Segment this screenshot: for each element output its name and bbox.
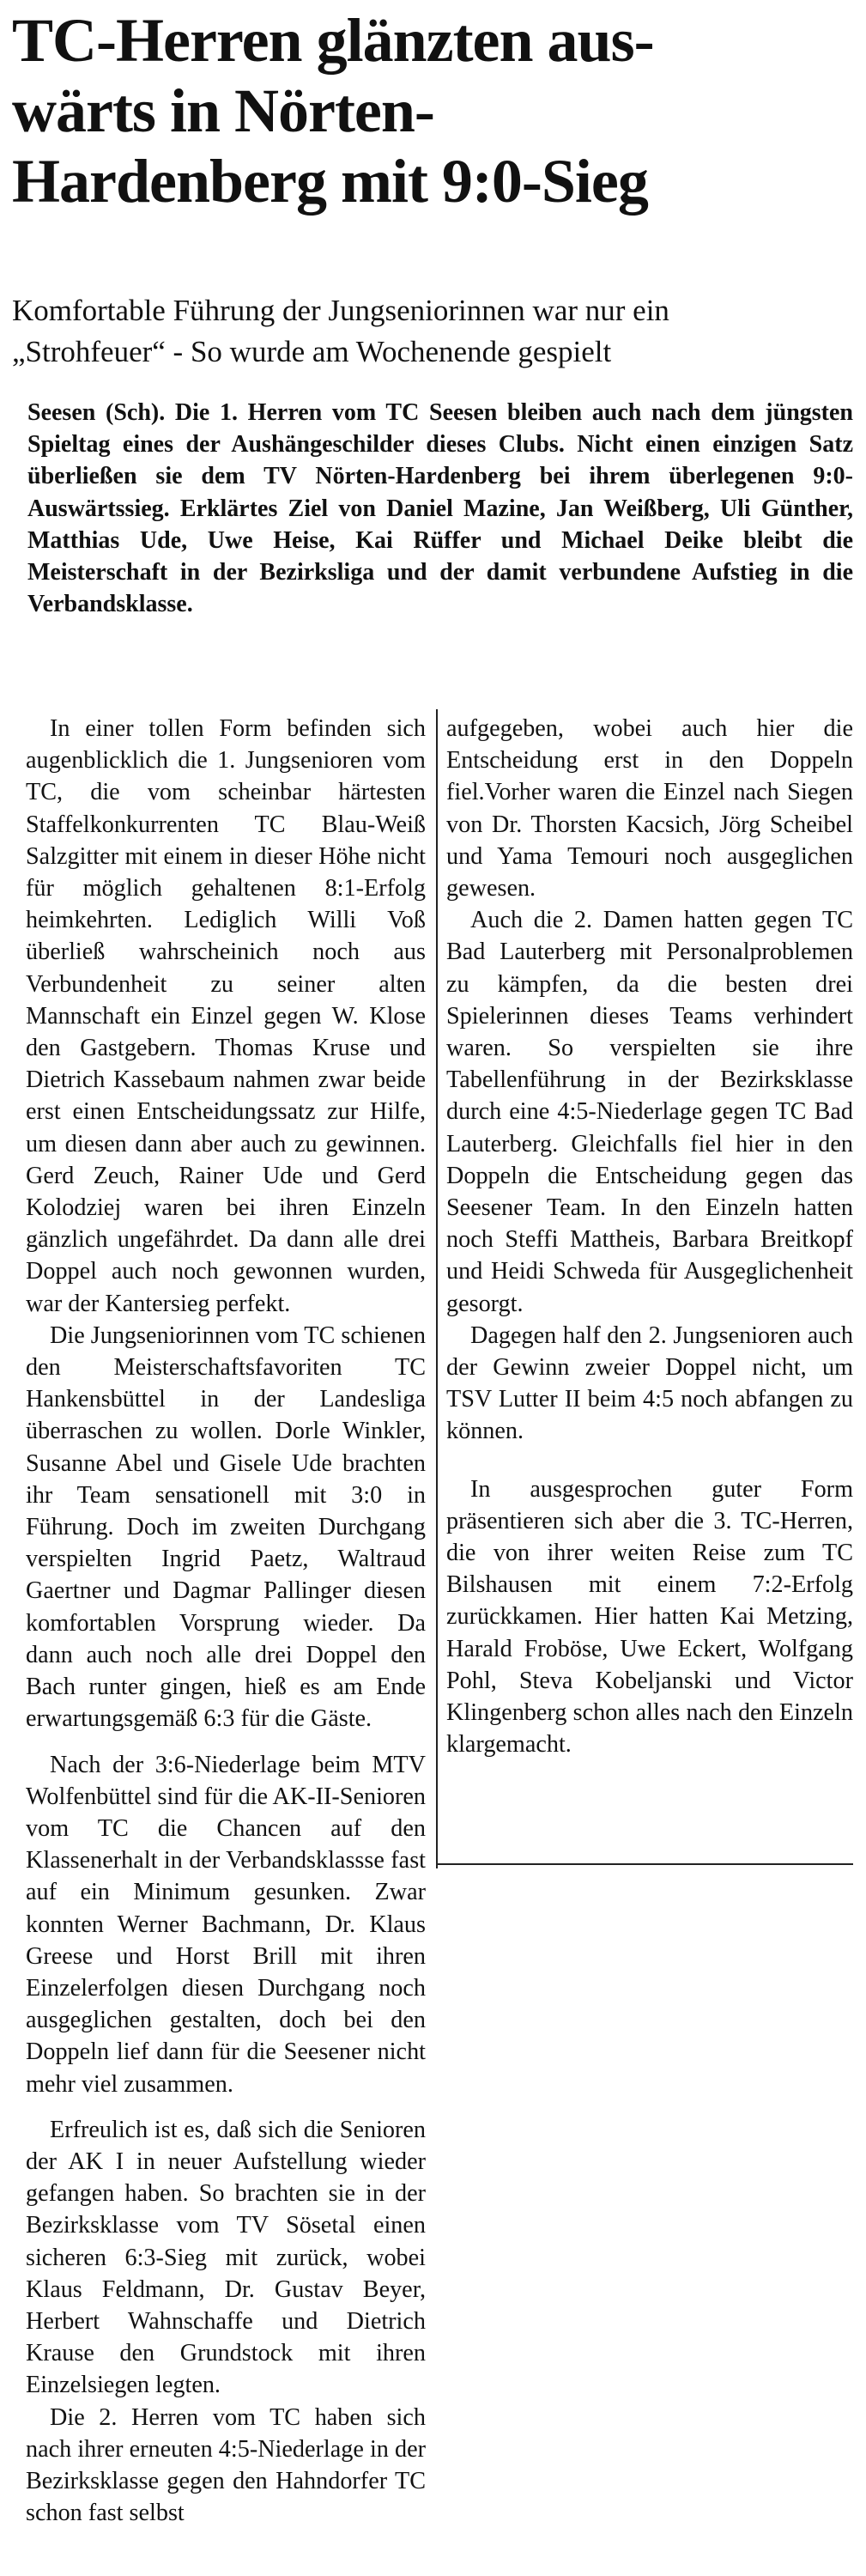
column-divider	[436, 709, 438, 1868]
body-paragraph: Die Jungseniorinnen vom TC schienen den Meisterschaftsfavoriten TC Hankensbüttel in der Landesliga überraschen zu wollen. Dorle Winkler, Susanne Abel und Gisele Ude brachten ihr Team sensationell mit 3:0 in Führung. Doch im zweiten Durchgang verspielten Ingrid Paetz, Waltraud Gaertner und Dagmar Pallinger diesen komfortablen Vorsprung wieder. Da dann auch noch alle drei Doppel den Bach runter gingen, hieß es am Ende erwartungsgemäß 6:3 für die Gäste.	[26, 1321, 426, 1733]
right-column	[446, 713, 853, 1761]
subheadline-line: Komfortable Führung der Jungseniorinnen war nur ein	[12, 294, 669, 327]
body-paragraph: Erfreulich ist es, daß sich die Senioren der AK I in neuer Aufstellung wieder gefangen haben. So brachten sie in der Bezirksklasse vom TV Sösetal einen sicheren 6:3-Sieg mit zurück, wobei Klaus Feldmann, Dr. Gustav Beyer, Herbert Wahnschaffe und Dietrich Krause den Grundstock mit ihren Einzelsiegen legten.	[26, 2116, 426, 2399]
article-end-rule	[436, 1863, 853, 1865]
lead-paragraph: Seesen (Sch). Die 1. Herren vom TC Seesen bleiben auch nach dem jüngsten Spieltag eines der Aushängeschilder dieses Clubs. Nicht einen einzigen Satz überließen sie dem TV Nörten-Hardenberg bei ihrem überlegenen 9:0-Auswärtssieg. Erklärtes Ziel von Daniel Mazine, Jan Weißberg, Uli Günther, Matthias Ude, Uwe Heise, Kai Rüffer und Michael Deike bleibt die Meisterschaft in der Bezirksliga und der damit verbundene Aufstieg in die Verbandsklasse.	[27, 399, 853, 618]
body-paragraph: Dagegen half den 2. Jungsenioren auch der Gewinn zweier Doppel nicht, um TSV Lutter II beim 4:5 noch abfangen zu können.	[446, 1321, 853, 1445]
body-paragraph: In ausgesprochen guter Form präsentieren sich aber die 3. TC-Herren, die von ihrer weiten Reise zum TC Bilshausen mit einem 7:2-Erfolg zurückkamen. Hier hatten Kai Metzing, Harald Froböse, Uwe Eckert, Wolfgang Pohl, Steva Kobeljanski und Victor Klingenberg schon alles nach den Einzeln klargemacht.	[446, 1475, 853, 1759]
headline	[12, 5, 853, 216]
headline-line: TC-Herren glänzten aus-	[12, 6, 654, 75]
subheadline-line: „Strohfeuer“ - So wurde am Wochenende gespielt	[12, 335, 612, 368]
headline-line: wärts in Nörten-	[12, 76, 434, 145]
body-paragraph: Auch die 2. Damen hatten gegen TC Bad Lauterberg mit Personalproblemen zu kämpfen, da die besten drei Spielerinnen dieses Teams verhindert waren. So verspielten sie ihre Tabellenführung in der Bezirksklasse durch eine 4:5-Niederlage gegen TC Bad Lauterberg. Gleichfalls fiel hier in den Doppeln die Entscheidung gegen das Seesener Team. In den Einzeln hatten noch Steffi Mattheis, Barbara Breitkopf und Heidi Schweda für Ausgeglichenheit gesorgt.	[446, 907, 853, 1317]
body-paragraph: In einer tollen Form befinden sich augenblicklich die 1. Jungsenioren vom TC, die vom scheinbar härtesten Staffelkonkurrenten TC Blau-Weiß Salzgitter mit einem in dieser Höhe nicht für möglich gehaltenen 8:1-Erfolg heimkehrten. Lediglich Willi Voß überließ wahrscheinich noch aus Verbundenheit zu seiner alten Mannschaft ein Einzel gegen W. Klose den Gastgebern. Thomas Kruse und Dietrich Kassebaum nahmen zwar beide erst einen Entscheidungssatz zur Hilfe, um diesen dann aber auch zu gewinnen. Gerd Zeuch, Rainer Ude und Gerd Kolodziej waren bei ihren Einzeln gänzlich ungefährdet. Da dann alle drei Doppel auch noch gewonnen wurden, war der Kantersieg perfekt.	[26, 715, 426, 1317]
subheadline	[12, 290, 853, 373]
headline-line: Hardenberg mit 9:0-Sieg	[12, 147, 648, 216]
body-paragraph: aufgegeben, wobei auch hier die Entscheidung erst in den Doppeln fiel.Vorher waren die Einzel nach Siegen von Dr. Thorsten Kacsich, Jörg Scheibel und Yama Temouri noch ausgeglichen gewesen.	[446, 715, 853, 902]
body-paragraph: Die 2. Herren vom TC haben sich nach ihrer erneuten 4:5-Niederlage in der Bezirksklasse gegen den Hahndorfer TC schon fast selbst	[26, 2403, 426, 2527]
body-paragraph: Nach der 3:6-Niederlage beim MTV Wolfenbüttel sind für die AK-II-Senioren vom TC die Chancen auf den Klassenerhalt in der Verbandsklassse fast auf ein Minimum gesunken. Zwar konnten Werner Bachmann, Dr. Klaus Greese und Horst Brill mit ihren Einzelerfolgen diesen Durchgang noch ausgeglichen gestalten, doch bei den Doppeln lief dann für die Seesener nicht mehr viel zusammen.	[26, 1751, 426, 2098]
left-column	[26, 713, 426, 2529]
